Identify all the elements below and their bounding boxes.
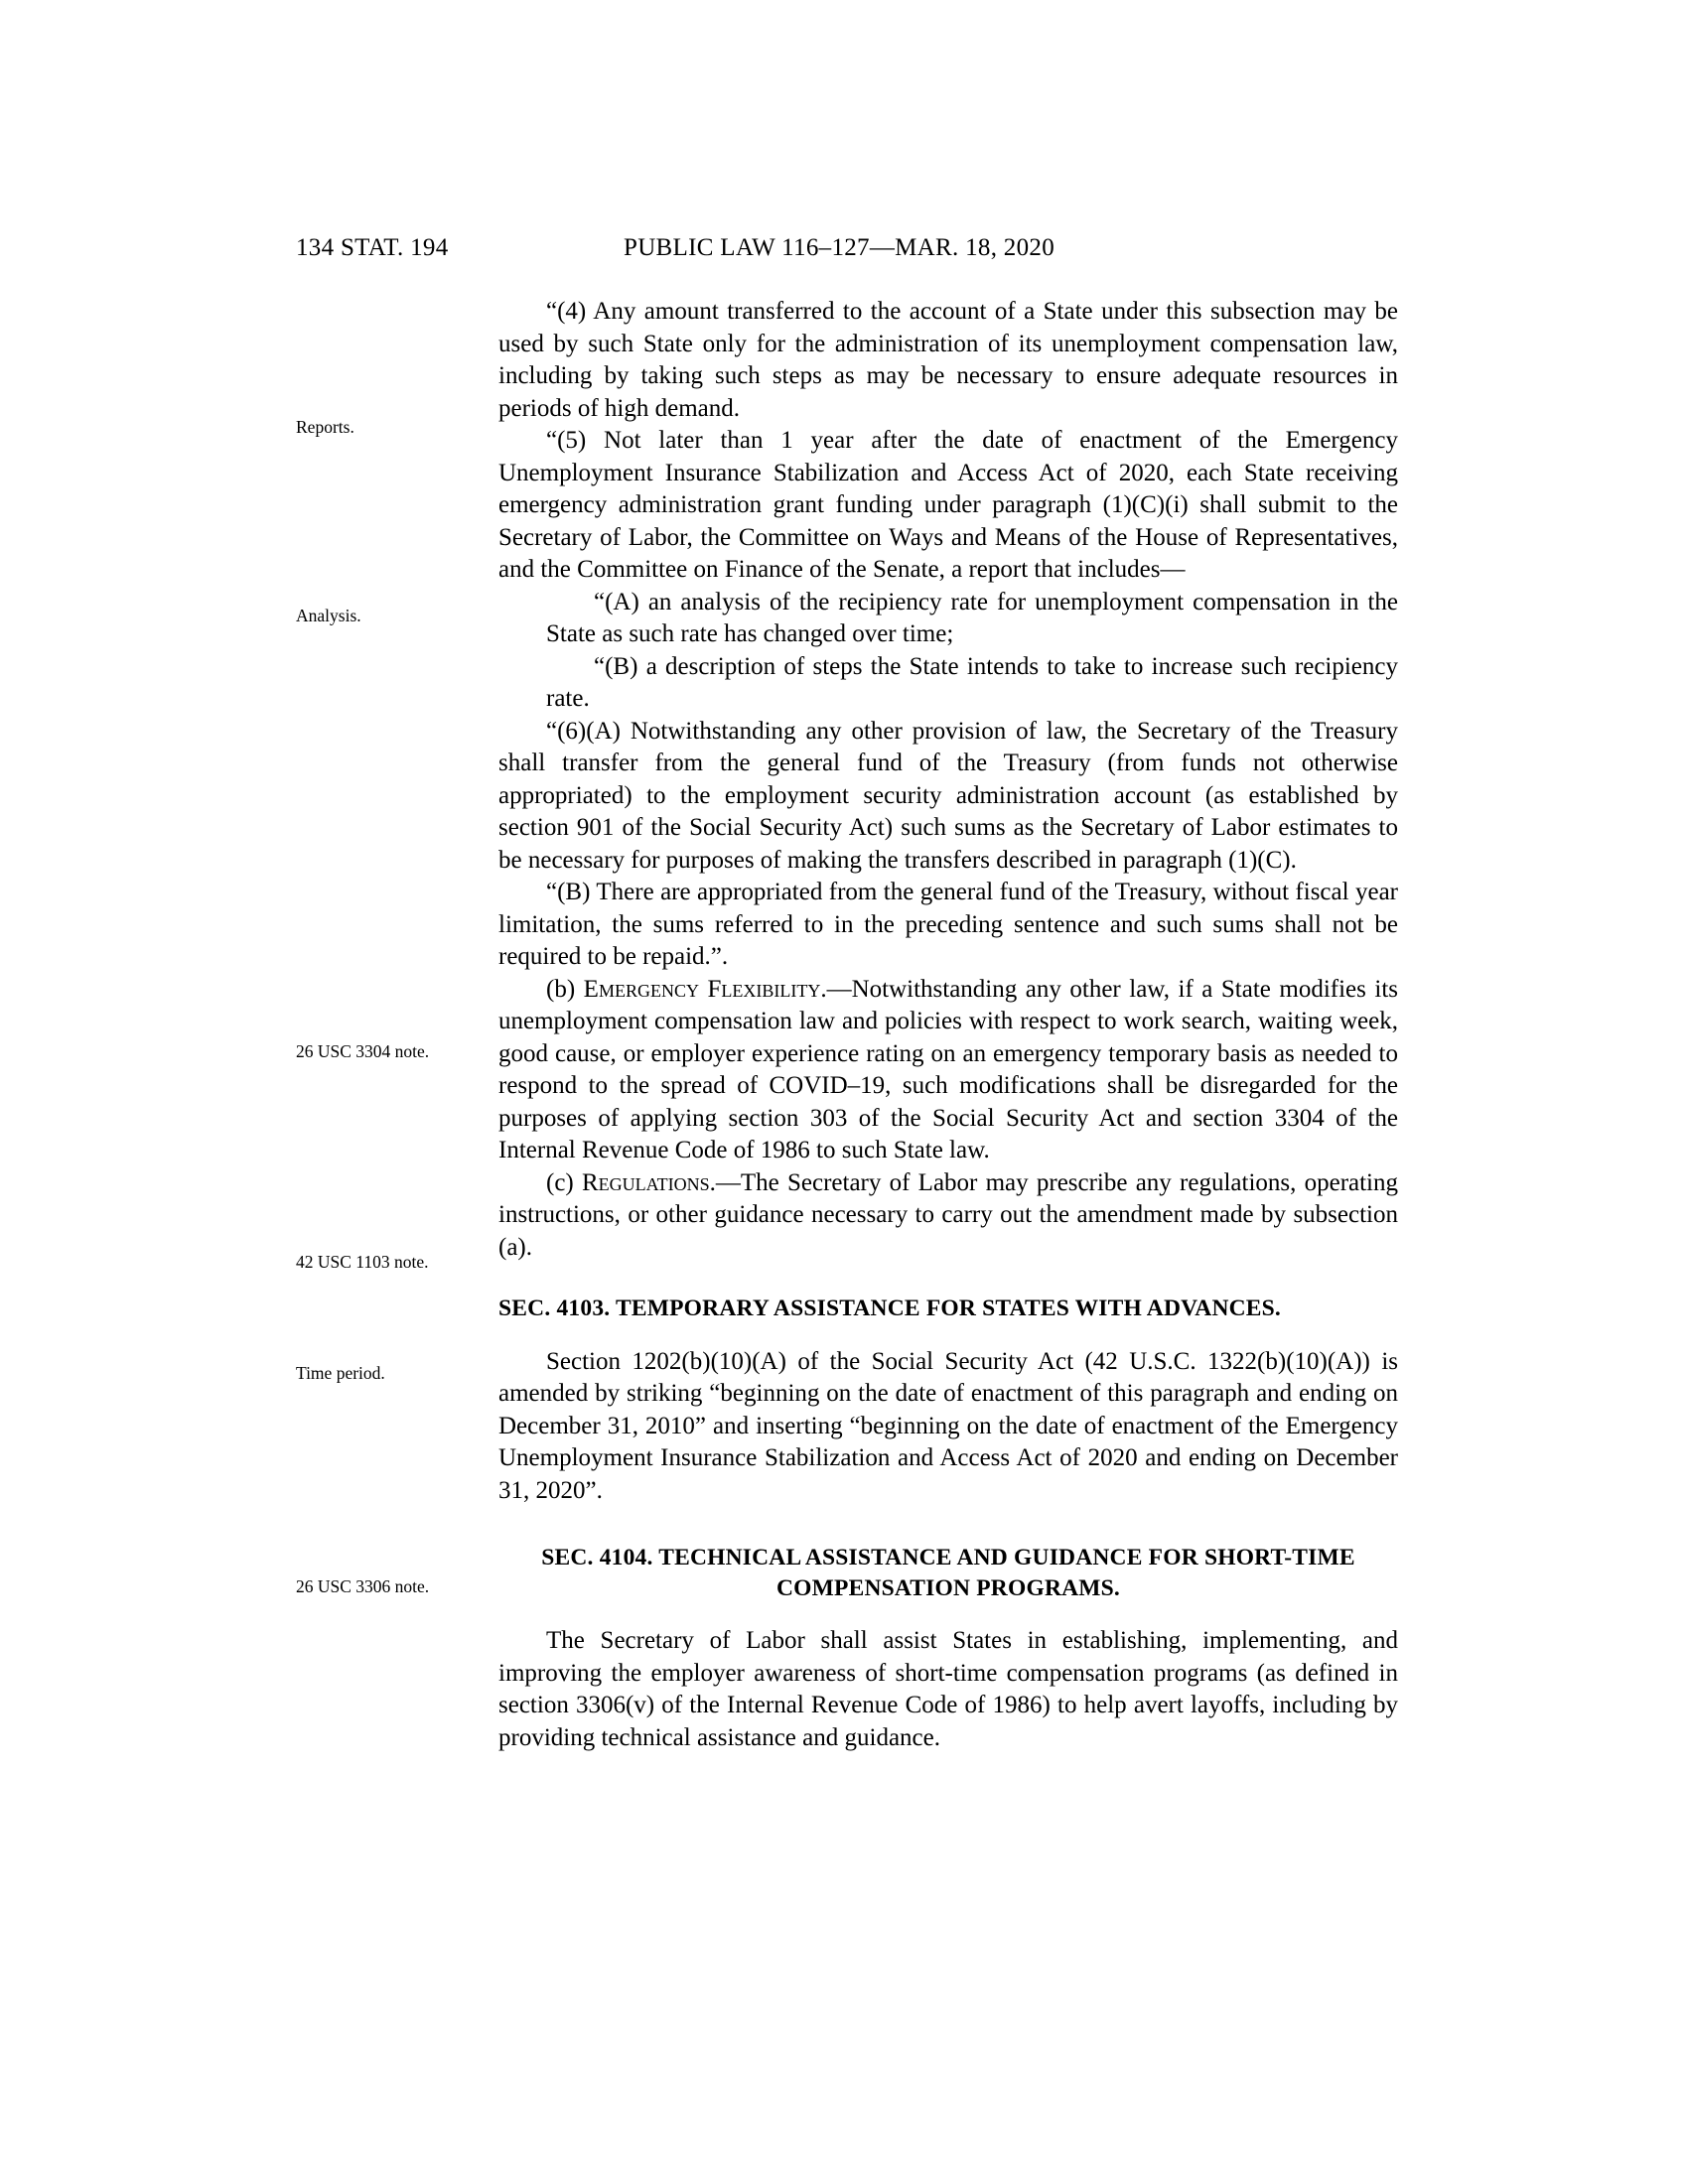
spacer <box>498 1324 1398 1346</box>
section-heading-4104-line1: SEC. 4104. TECHNICAL ASSISTANCE AND GUIDANCE FOR SHORT-TIME <box>541 1545 1355 1571</box>
paragraph-4: “(4) Any amount transferred to the account of a State under this subsection may be used by such State only for the administration of its unemployment compensation law, including by taking such steps as may be necessary to ensure adequate resources in periods of high demand. <box>498 298 1398 422</box>
paragraph-6-A: “(6)(A) Notwithstanding any other provision of law, the Secretary of the Treasury shall transfer from the general fund of the Treasury (from funds not otherwise appropriated) to the employment security administration account (as established by section 901 of the Social Security Act) such sums as the Secretary of Labor estimates to be necessary for purposes of making the transfers described in paragraph (1)(C). <box>498 717 1398 874</box>
spacer <box>498 1507 1398 1543</box>
subsection-b-text: .—Notwithstanding any other law, if a State modifies its unemployment compensation law and policies with respect to work search, waiting week, good cause, or employer experience rating on an emergency temporary basis as needed to respond to the spread of COVID–19, such modifications shall be disregarded for the purposes of applying section 303 of the Social Security Act and section 3304 of the Internal Revenue Code of 1986 to such State law. <box>498 975 1399 1163</box>
subsection-c <box>498 1167 1398 1265</box>
page-header <box>296 234 1398 262</box>
subsection-b <box>498 974 1398 1167</box>
statute-citation: 134 STAT. 194 <box>296 234 449 261</box>
sidenote-usc-3306: 26 USC 3306 note. <box>296 1576 430 1596</box>
page-content <box>296 234 1398 1754</box>
sidenote-usc-3304: 26 USC 3304 note. <box>296 1041 430 1061</box>
subsection-b-caption: Emergency Flexibility <box>583 975 821 1003</box>
sidenote-usc-1103: 42 USC 1103 note. <box>296 1252 429 1272</box>
sidenote-reports: Reports. <box>296 417 354 437</box>
paragraph-5-B: “(B) a description of steps the State intends to take to increase such recipiency rate. <box>546 652 1398 712</box>
public-law-title: PUBLIC LAW 116–127—MAR. 18, 2020 <box>624 234 1055 261</box>
spacer <box>498 1603 1398 1625</box>
paragraph-6-B: “(B) There are appropriated from the general fund of the Treasury, without fiscal year limitation, the sums referred to in the preceding sentence and such sums shall not be required to be repaid.”. <box>498 879 1398 970</box>
section-4103-body: Section 1202(b)(10)(A) of the Social Security Act (42 U.S.C. 1322(b)(10)(A)) is amended by striking “beginning on the date of enactment of this paragraph and ending on December 31, 2010” and inserting “beginning on the date of enactment of the Emergency Unemployment Insurance Stabilization and Access Act of 2020 and ending on December 31, 2020”. <box>498 1347 1398 1504</box>
body-wrapper <box>296 296 1398 1754</box>
paragraph-5: “(5) Not later than 1 year after the date of enactment of the Emergency Unemployment Insurance Stabilization and Access Act of 2020, each State receiving emergency administration grant funding under paragraph (1)(C)(i) shall submit to the Secretary of Labor, the Committee on Ways and Means of the House of Representatives, and the Committee on Finance of the Senate, a report that includes— <box>498 427 1398 583</box>
section-4104-body: The Secretary of Labor shall assist States in establishing, implementing, and improving the employer awareness of short-time compensation programs (as defined in section 3306(v) of the Internal Revenue Code of 1986) to help avert layoffs, including by providing technical assistance and guidance. <box>498 1627 1398 1751</box>
main-text-column <box>498 296 1398 1754</box>
subsection-b-marker: (b) <box>546 975 584 1003</box>
subsection-c-marker: (c) <box>546 1168 582 1196</box>
subsection-c-text: .—The Secretary of Labor may prescribe any regulations, operating instructions, or other guidance necessary to carry out the amendment made by subsection (a). <box>498 1168 1399 1261</box>
section-heading-4103: SEC. 4103. TEMPORARY ASSISTANCE FOR STATES WITH ADVANCES. <box>498 1296 1282 1321</box>
paragraph-5-A: “(A) an analysis of the recipiency rate for unemployment compensation in the State as such rate has changed over time; <box>546 588 1398 647</box>
section-heading-4104-line2: COMPENSATION PROGRAMS. <box>775 1574 1121 1601</box>
sidenote-analysis: Analysis. <box>296 606 361 625</box>
sidenote-time-period: Time period. <box>296 1363 385 1383</box>
subsection-c-caption: Regulations <box>581 1168 710 1196</box>
spacer <box>498 1264 1398 1294</box>
